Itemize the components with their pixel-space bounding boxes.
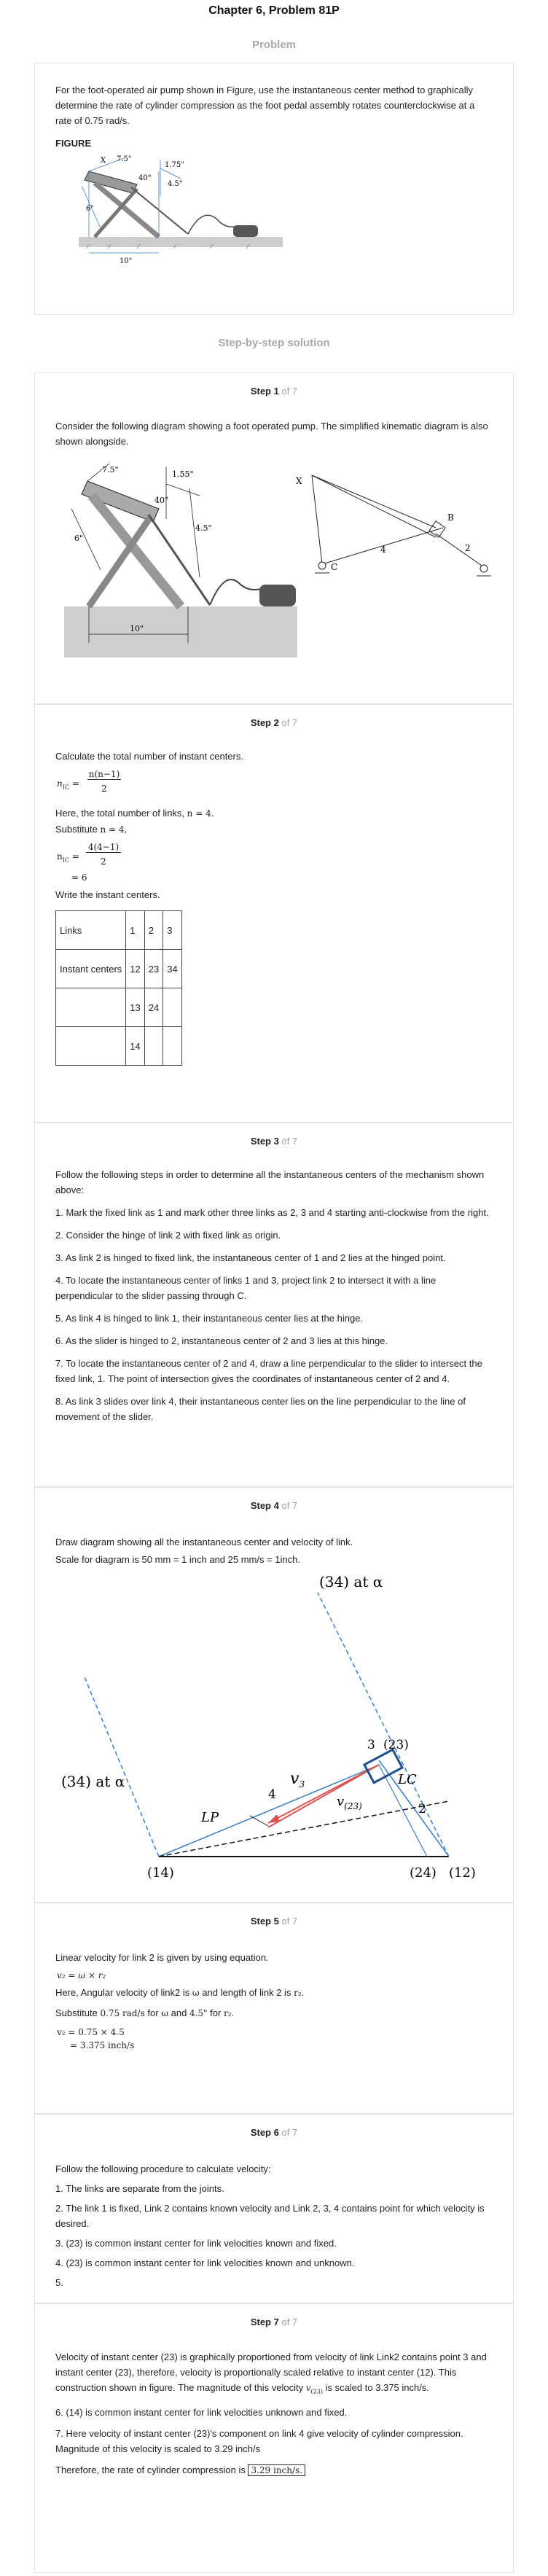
step3-card: [34, 1123, 514, 1487]
fig-6: 6": [86, 205, 94, 213]
step7-label: Step 7 of 7: [250, 2317, 298, 2327]
step1-figure-pump: [57, 461, 305, 657]
calc-v2-line1: v₂ = 0.75 × 4.5: [57, 2027, 125, 2037]
dashed-line-top: [318, 1593, 449, 1857]
list-item: 1. Mark the fixed link as 1 and mark other three links as 2, 3 and 4 starting anti-clockwise from the right.: [55, 1207, 489, 1218]
step4-line2: Scale for diagram is 50 mm = 1 inch and 25 mm/s = 1inch.: [55, 1554, 300, 1565]
links-text: Here, the total number of links, n = 4.: [55, 808, 214, 819]
problem-heading: Problem: [251, 39, 296, 51]
fig-7-5: 7.5": [117, 155, 132, 163]
kin-b: B: [447, 512, 454, 523]
step5-label: Step 5 of 7: [250, 1916, 298, 1927]
hose: [188, 215, 235, 234]
lbl-23: (23): [383, 1738, 409, 1752]
kin-x: X: [296, 476, 302, 486]
final-answer-line: Therefore, the rate of cylinder compression is 3.29 inch/s.: [55, 2462, 493, 2478]
step5-subst: Substitute 0.75 rad/s for ω and 4.5" for r₂.: [55, 2007, 235, 2018]
problem-card: [34, 63, 514, 315]
list-item: 7. To locate the instantaneous center of 2 and 4, draw a line perpendicular to the slider to intersect the fixed link, 1. The point of intersection gives the coordinates of instantaneous center of 2 and 4.: [55, 1358, 482, 1384]
step1-kinematic-diagram: [290, 468, 509, 614]
fig-40: 40°: [138, 174, 152, 182]
fig-4-5: 4.5": [195, 523, 212, 533]
table-row: 14: [56, 1027, 182, 1066]
step1-card: [34, 372, 514, 704]
step6-label: Step 6 of 7: [250, 2127, 298, 2138]
figure-label: FIGURE: [55, 138, 92, 149]
list-item: 3. (23) is common instant center for link velocities known and fixed.: [55, 2238, 337, 2249]
step6-intro: Follow the following procedure to calculate velocity:: [55, 2163, 271, 2174]
list-item: 4. To locate the instantaneous center of links 1 and 3, project link 2 to intersect it with a line perpendicular to the slider passing through C.: [55, 1275, 437, 1301]
kin-4: 4: [380, 545, 386, 555]
table-row: Links 1 2 3: [56, 911, 182, 950]
list-item: 6. As the slider is hinged to 2, instantaneous center of 2 and 3 lies at this hinge.: [55, 1335, 388, 1346]
lbl-24: (24): [410, 1865, 437, 1881]
step5-intro: Linear velocity for link 2 is given by using equation.: [55, 1952, 269, 1963]
list-item: 2. Consider the hinge of link 2 with fixed link as origin.: [55, 1230, 281, 1241]
fig-1-55: 1.55": [172, 469, 194, 479]
fig-4-5: 4.5": [168, 180, 183, 188]
kin-c: C: [331, 562, 338, 572]
final-answer-box: 3.29 inch/s.: [248, 2464, 305, 2476]
dashed-line-left: [85, 1677, 159, 1857]
fig-x: X: [101, 157, 106, 165]
table-row: Instant centers 12 23 34: [56, 950, 182, 988]
problem-text: For the foot-operated air pump shown in Figure, use the instantaneous center method to graphically determine the rate of cylinder compression as the foot pedal assembly rotates counterclockwise at a rate of 0.75 rad/s.: [55, 85, 475, 126]
lbl-14: (14): [147, 1865, 174, 1881]
list-item: 1. The links are separate from the joints.: [55, 2183, 224, 2194]
list-item: 8. As link 3 slides over link 4, their instantaneous center lies on the line perpendicular to the line of movement of the slider.: [55, 1396, 466, 1422]
table-row: 13 24: [56, 988, 182, 1027]
lbl-2: 2: [418, 1802, 426, 1816]
fig-10: 10": [120, 257, 133, 265]
step6-body: [55, 2161, 493, 2290]
ground: [64, 606, 297, 657]
step7-body: [55, 2349, 493, 2478]
hinge-right: [480, 565, 488, 572]
step1-text: Consider the following diagram showing a foot operated pump. The simplified kinematic diagram is also shown alongside.: [55, 421, 488, 447]
step5-here: Here, Angular velocity of link2 is ω and length of link 2 is r₂.: [55, 1987, 305, 1998]
problem-figure: [79, 155, 290, 279]
step6-card: [34, 2114, 514, 2303]
solution-heading: Step-by-step solution: [218, 337, 330, 349]
instant-centers-table: [55, 910, 182, 1066]
step3-label: Step 3 of 7: [250, 1136, 298, 1147]
list-item: 7. Here velocity of instant center (23)'s component on link 4 give velocity of cylinder compression. Magnitude of this velocity is scaled to 3.29 inch/s: [55, 2428, 463, 2455]
lbl-v23: $v_{(23)}$: [337, 1794, 362, 1811]
list-item: 5.: [55, 2277, 63, 2288]
ground: [79, 237, 283, 247]
step7-para: Velocity of instant center (23) is graphically proportioned from velocity of link Link2 contains point 3 and instant center (23), therefore, velocity is proportionally scaled relative to instant center (12). This construction shown in figure. The magnitude of this velocity $v_{(23)}$ is scaled to 3.375 inch/s.: [55, 2351, 487, 2395]
hose: [210, 579, 261, 605]
list-item: 6. (14) is common instant center for link velocities unknown and fixed.: [55, 2407, 348, 2419]
fig-6: 6": [74, 534, 84, 543]
page-title: Chapter 6, Problem 81P: [208, 4, 340, 17]
lbl-12: (12): [449, 1865, 476, 1881]
kin-2: 2: [465, 543, 471, 553]
step7-card: [34, 2303, 514, 2573]
lbl-4: 4: [268, 1787, 276, 1802]
fig-10: 10": [130, 624, 144, 633]
lbl-lc: LC: [398, 1772, 417, 1787]
lbl-34-left: (34) at α: [61, 1773, 125, 1790]
v23-arrow: [268, 1765, 379, 1827]
fig-7-5: 7.5": [102, 465, 119, 475]
formula-calc: $n_{IC}$ = 4(4−1) 2 = 6: [57, 842, 144, 886]
calc-v2-line2: = 3.375 inch/s: [70, 2040, 135, 2050]
step2-intro: Calculate the total number of instant centers.: [55, 751, 243, 762]
eq-v2: v₂ = ω × r₂: [57, 1970, 106, 1980]
link4-line: [159, 1766, 376, 1857]
step3-body: [55, 1167, 493, 1424]
ic-velocity-diagram: [50, 1568, 501, 1896]
step2-card: Step 2 of 7 Calculate the total number of instant centers. $n_{IC}$ = n(n−1) 2 Here, the total number of links, n = 4. Substitute n = 4, $n_{IC}$ = 4(4−1) 2 = 6 Write the instant centers. Links 1 2 3 Instant centers 12 23 34 13 24 14: [34, 704, 514, 1123]
step2-label: Step 2 of 7: [250, 717, 298, 728]
step4-card: [34, 1487, 514, 1902]
lbl-v3: $v_3$: [290, 1770, 305, 1789]
subst-text: Substitute n = 4,: [55, 824, 128, 835]
lbl-lp: LP: [201, 1810, 219, 1825]
lbl-3: 3: [367, 1738, 375, 1752]
step4-line1: Draw diagram showing all the instantaneous center and velocity of link.: [55, 1537, 353, 1547]
step4-label: Step 4 of 7: [250, 1500, 298, 1511]
ball: [233, 225, 258, 237]
pedal: [85, 171, 137, 193]
list-item: 2. The link 1 is fixed, Link 2 contains known velocity and Link 2, 3, 4 contains point for which velocity is desired.: [55, 2203, 485, 2229]
lbl-34-top: (34) at α: [319, 1573, 383, 1591]
list-item: 3. As link 2 is hinged to fixed link, the instantaneous center of 1 and 2 lies at the hinged point.: [55, 1252, 446, 1263]
fig-1-75: 1.75": [165, 161, 184, 169]
hinge-c: [318, 562, 326, 569]
write-text: Write the instant centers.: [55, 889, 160, 900]
step5-card: [34, 1902, 514, 2114]
step3-intro: Follow the following steps in order to determine all the instantaneous centers of the mechanism shown above:: [55, 1169, 485, 1195]
step1-label: Step 1 of 7: [250, 386, 298, 397]
list-item: 4. (23) is common instant center for link velocities known and unknown.: [55, 2257, 355, 2268]
list-item: 5. As link 4 is hinged to link 1, their instantaneous center lies at the hinge.: [55, 1313, 364, 1324]
fig-40: 40°: [154, 496, 169, 505]
